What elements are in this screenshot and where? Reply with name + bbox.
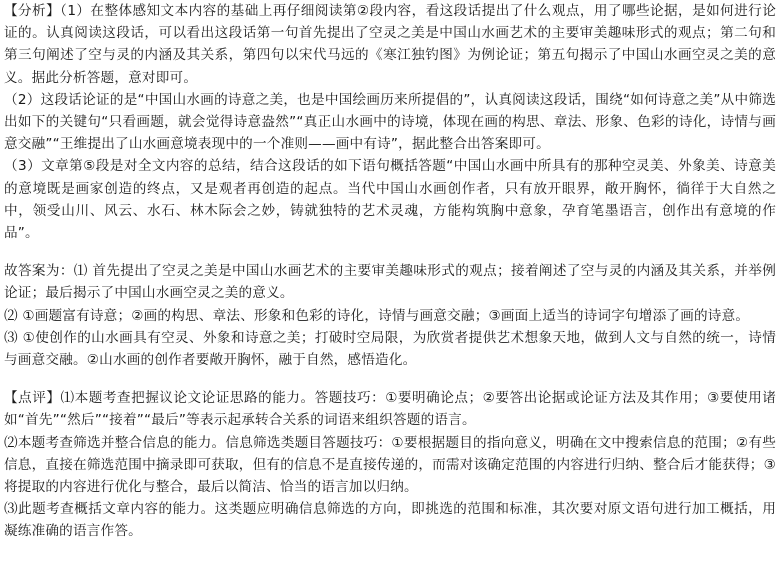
analysis-part-1: 【分析】（1）在整体感知文本内容的基础上再仔细阅读第②段内容，看这段话提出了什么观点，用了哪些论据，是如何进行论证的。认真阅读这段话，可以看出这段话第一句首先提出了空灵之美是中国山水画艺术的主要审美趣味形式的观点；第二句和第三句阐述了空与灵的内涵及其关系，第四句以宋代马远的《寒江独钓图》为例论证；第五句揭示了中国山水画空灵之美的意义。据此分析答题，意对即可。	[4, 3, 776, 86]
answer-intro: 故答案为：⑴ 首先提出了空灵之美是中国山水画艺术的主要审美趣味形式的观点；接着阐述了空与灵的内涵及其关系，并举例论证；最后揭示了中国山水画空灵之美的意义。	[4, 263, 776, 302]
answer-item-3: ⑶ ①使创作的山水画具有空灵、外象和诗意之美；打破时空局限，为欣赏者提供艺术想象天地，做到人文与自然的统一，诗情与画意交融。②山水画的创作者要敞开胸怀，融于自然，感悟造化。	[4, 329, 776, 369]
analysis-part-3: （3）文章第⑤段是对全文内容的总结，结合这段话的如下语句概括答题“中国山水画中所具有的那种空灵美、外象美、诗意美的意境既是画家创造的终点，又是观者再创造的起点。当代中国山水画创作者，只有放开眼界，敞开胸怀，徜徉于大自然之中，领受山川、风云、水石、林木际会之妙，铸就独特的艺术灵魂，方能构筑胸中意象，孕育笔墨语言，创作出有意境的作品”。	[4, 158, 776, 242]
section-spacer	[4, 244, 776, 260]
review-item-3: ⑶此题考查概括文章内容的能力。这类题应明确信息筛选的方向，即挑选的范围和标准，其次要对原文语句进行加工概括，用凝练准确的语言作答。	[4, 501, 776, 540]
analysis-part-2: （2）这段话论证的是“中国山水画的诗意之美，也是中国绘画历来所提倡的”，认真阅读这段话，围绕“如何诗意之美”从中筛选出如下的关键句“只看画题，就会觉得诗意盎然”“真正山水画中的诗境，体现在画的构思、章法、形象、色彩的诗化，诗情与画意交融”“王维提出了山水画意境表现中的一个准则——画中有诗”，据此整合出答案即可。	[4, 91, 776, 153]
answer-item-2: ⑵ ①画题富有诗意；②画的构思、章法、形象和色彩的诗化，诗情与画意交融；③画面上适当的诗词字句增添了画的诗意。	[4, 307, 750, 324]
review-item-1: 【点评】⑴本题考查把握议论文论证思路的能力。答题技巧：①要明确论点；②要答出论据或论证方法及其作用；③要使用诸如“首先”“然后”“接着”“最后”等表示起承转合关系的词语来组织答题的语言。	[4, 390, 776, 429]
section-spacer	[4, 371, 776, 387]
review-item-2: ⑵本题考查筛选并整合信息的能力。信息筛选类题目答题技巧：①要根据题目的指向意义，明确在文中搜索信息的范围；②有些信息，直接在筛选范围中摘录即可获取，但有的信息不是直接传递的，而需对该确定范围的内容进行归纳、整合后才能获得；③将提取的内容进行优化与整合，最后以简洁、恰当的语言加以归纳。	[4, 434, 776, 496]
